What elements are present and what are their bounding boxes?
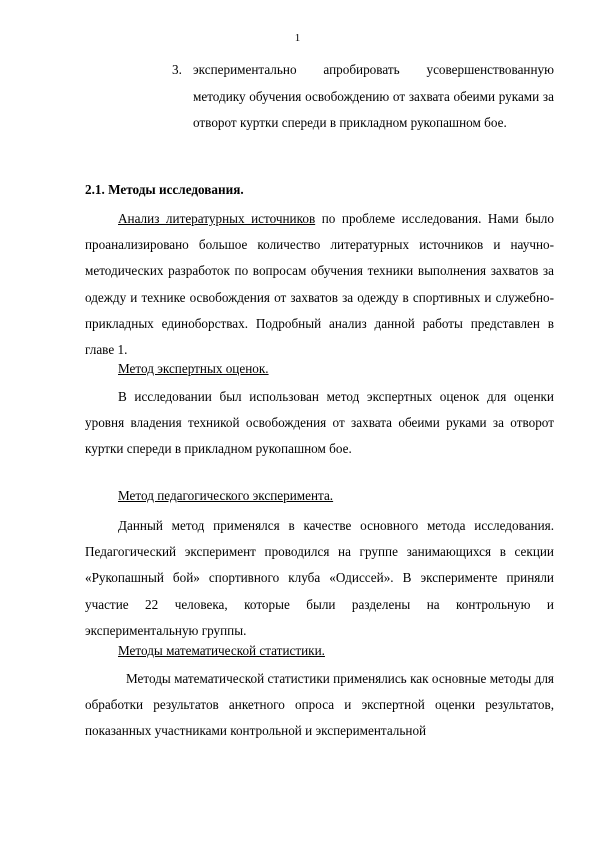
expert-method-text: В исследовании был использован метод экспертных оценок для оценки уровня владения техникой освобождения от захвата обеими руками за отворот куртки спереди в прикладном рукопашном бое. (85, 389, 554, 457)
pedagogical-method-text: Данный метод применялся в качестве основного метода исследования. Педагогический эксперимент проводился на группе занимающихся в секции «Рукопашный бой» спортивного клуба «Одиссей». В эксперименте приняли участие 22 человека, которые были разделены на контрольную и экспериментальную группы. (85, 518, 554, 638)
statistics-method-title: Методы математической статистики. (118, 643, 325, 658)
literature-text: по проблеме исследования. Нами было проанализировано большое количество литературных источников и научно-методических разработок по вопросам обучения техники выполнения захватов за одежду и технике освобождения от захватов за одежду в спортивных и служебно-прикладных единоборствах. Подробный анализ данной работы представлен в главе 1. (85, 211, 554, 358)
pedagogical-method-title: Метод педагогического эксперимента. (118, 488, 334, 503)
statistics-method-text: Методы математической статистики применялись как основные методы для обработки результатов анкетного опроса и экспертной оценки результатов, показанных участниками контрольной и экспериментальной (85, 671, 554, 739)
list-item-number: 3. (172, 62, 182, 77)
literature-title: Анализ литературных источников (118, 211, 316, 226)
expert-method-title: Метод экспертных оценок. (118, 361, 269, 376)
literature-paragraph (85, 206, 554, 363)
section-heading: 2.1. Методы исследования. (85, 182, 244, 197)
page-number: 1 (294, 32, 301, 44)
list-item-text: экспериментально апробировать усовершенствованную методику обучения освобождению от захвата обеими руками за отворот куртки спереди в прикладном рукопашном бое. (193, 62, 554, 130)
